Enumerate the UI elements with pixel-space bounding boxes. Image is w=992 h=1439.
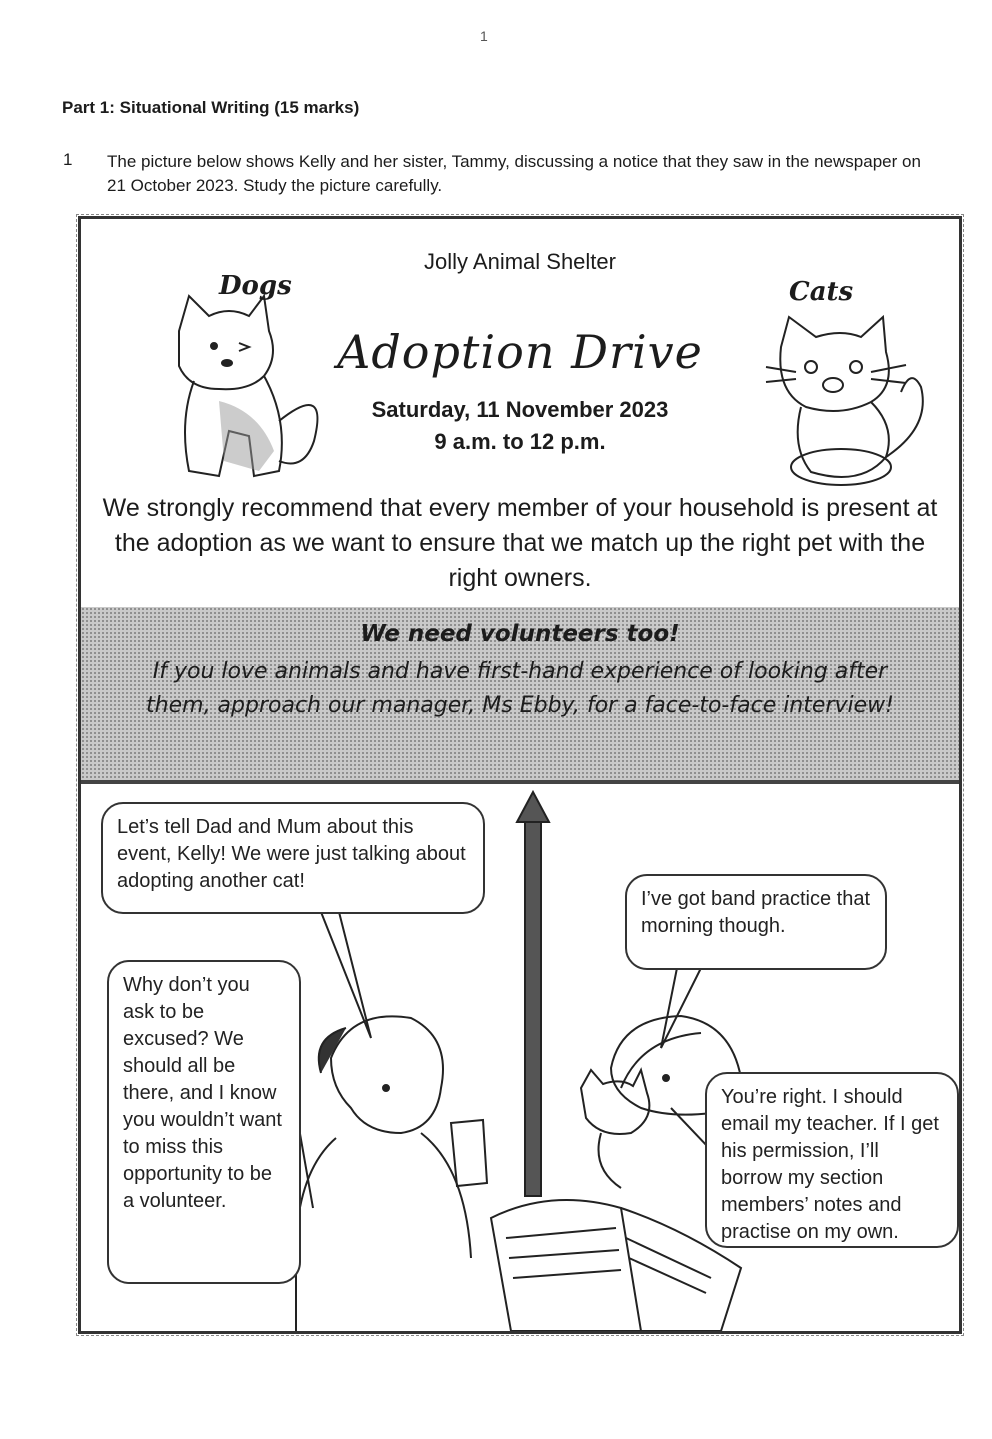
question-text: The picture below shows Kelly and her sister, Tammy, discussing a notice that they saw in the newspaper on 21 October 2023. Study the picture carefully. bbox=[107, 152, 921, 195]
newspaper-notice bbox=[81, 219, 959, 784]
cats-label: Cats bbox=[789, 277, 854, 307]
shelter-name: Jolly Animal Shelter bbox=[424, 249, 616, 274]
dog-illustration bbox=[139, 271, 339, 491]
notice-title: Adoption Drive bbox=[337, 325, 703, 379]
volunteer-section bbox=[81, 607, 959, 780]
speech-bubble-tammy-2: Why don’t you ask to be excused? We should all be there, and I know you wouldn’t want to miss this opportunity to be a volunteer. bbox=[107, 960, 301, 1284]
page-number: 1 bbox=[480, 28, 488, 44]
speech-bubble-kelly-1: I’ve got band practice that morning though. bbox=[625, 874, 887, 970]
notice-body: We strongly recommend that every member of your household is present at the adoption as we want to ensure that we match up the right pet with the right owners. bbox=[102, 494, 938, 592]
speech-bubble-tammy-1: Let’s tell Dad and Mum about this event, Kelly! We were just talking about adopting another cat! bbox=[101, 802, 485, 914]
event-time: 9 a.m. to 12 p.m. bbox=[434, 429, 606, 454]
dogs-label: Dogs bbox=[219, 271, 292, 301]
volunteer-heading: We need volunteers too! bbox=[360, 621, 680, 647]
speech-bubble-kelly-2: You’re right. I should email my teacher. If I get his permission, I’ll borrow my section members’ notes and practise on my own. bbox=[705, 1072, 959, 1248]
comic-scene bbox=[81, 788, 959, 1331]
part-heading: Part 1: Situational Writing (15 marks) bbox=[62, 98, 360, 117]
question-number: 1 bbox=[63, 150, 73, 169]
volunteer-text: If you love animals and have first-hand experience of looking after them, approach our manager, Ms Ebby, for a face-to-face interview! bbox=[146, 659, 894, 718]
event-date: Saturday, 11 November 2023 bbox=[371, 397, 669, 422]
